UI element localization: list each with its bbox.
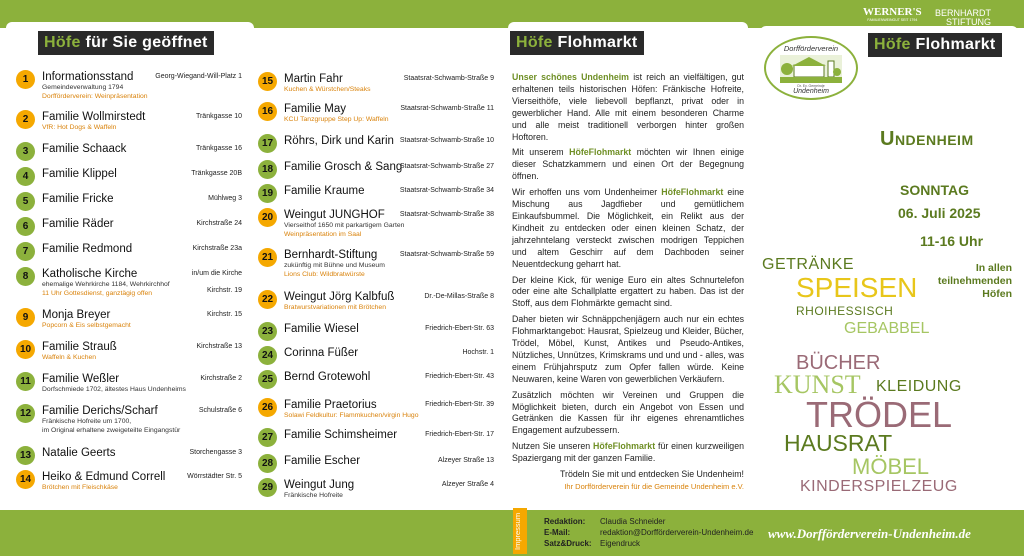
entry-name: Weingut Jörg Kalbfuß: [284, 291, 395, 303]
word-buecher: BÜCHER: [796, 352, 881, 374]
number-badge: 27: [258, 428, 277, 447]
entry-address: Tränkgasse 20B: [191, 170, 242, 177]
paragraph-6: Zusätzlich möchten wir Vereinen und Gruppen die Möglichkeit bieten, durch ein Angebot von Essen und Getränken die Kassen für ihr eigenes ehrenamtliches Engagement aufzubessern.: [512, 389, 744, 436]
entry-subtitle: Popcorn & Eis selbstgemacht: [42, 322, 131, 329]
number-badge: 2: [16, 110, 35, 129]
signature-line-2: Ihr Dorfförderverein für die Gemeinde Undenheim e.V.: [564, 482, 744, 491]
website-link[interactable]: www.Dorfförderverein-Undenheim.de: [768, 526, 971, 541]
entry-name: Familie Schimsheimer: [284, 429, 398, 441]
entry-subtitle: Dorfförderverein: Weinpräsentation: [42, 92, 148, 100]
number-badge: 19: [258, 184, 277, 203]
entry-address: Alzeyer Straße 13: [437, 457, 494, 464]
entry-name: Natalie Geerts: [42, 447, 116, 459]
entry-address: Schulstraße 6: [198, 407, 242, 414]
entry-name: Familie Kraume: [284, 185, 365, 197]
number-badge: 29: [258, 478, 277, 497]
entry-address: Kirchstr. 15: [206, 311, 242, 318]
word-moebel: MÖBEL: [852, 454, 930, 479]
signature-line-1: Trödeln Sie mit und entdecken Sie Undenheim!: [559, 469, 744, 480]
entry-address: Wörrstädter Str. 5: [187, 473, 242, 480]
entry-address: Kirchstraße 23a: [192, 245, 242, 252]
entry-address: Storchengasse 3: [189, 449, 242, 456]
entry-address: Friedrich-Ebert-Str. 17: [425, 431, 494, 438]
entry-subtitle: ehemalige Wehrkirche 1184, Wehrkirchhof: [42, 281, 170, 288]
number-badge: 21: [258, 248, 277, 267]
dorffoerderverein-logo: Dorfförderverein Dr. Ev. Gemeinde Undenheim: [764, 36, 858, 100]
entry-subtitle: Fränkische Hofreite um 1700,: [42, 418, 132, 425]
number-badge: 4: [16, 167, 35, 186]
entry-subtitle: 11 Uhr Gottesdienst, ganztägig offen: [42, 289, 153, 297]
entry-address: Staatsrat-Schwamb-Straße 27: [399, 163, 494, 170]
number-badge: 9: [16, 308, 35, 327]
entry-name: Familie Fricke: [42, 193, 114, 205]
entry-subtitle: Vierseithof 1650 mit parkartigem Garten: [284, 222, 405, 229]
paragraph-4: Der kleine Kick, für wenige Euro ein altes Schnurtelefon oder eine alte Schallplatte ergattert zu haben. Das ist der Stoff, aus dem Flohmärkte gemacht sind.: [512, 274, 744, 309]
entry-name: Familie Redmond: [42, 243, 133, 255]
number-badge: 7: [16, 242, 35, 261]
number-badge: 22: [258, 290, 277, 309]
impressum-label: Impressum: [513, 508, 527, 554]
number-badge: 6: [16, 217, 35, 236]
entry-address: Tränkgasse 10: [195, 113, 242, 120]
word-kleidung: KLEIDUNG: [876, 378, 962, 395]
entry-subtitle: im Original erhaltene zweigeteilte Eingangstür: [42, 426, 181, 434]
entry-subtitle: Bratwurstvariationen mit Brötchen: [284, 304, 386, 311]
impressum-block: Redaktion: Claudia Schneider E-Mail: redaktion@Dorfförderverein-Undenheim.de Satz&Druck: Eigendruck: [544, 517, 754, 548]
entry-subtitle: VfR: Hot Dogs & Waffeln: [42, 124, 117, 131]
left-banner: Höfe für Sie geöffnet: [38, 31, 214, 55]
number-badge: 17: [258, 134, 277, 153]
entry-address: Staatsrat-Schwamb-Straße 59: [399, 251, 494, 258]
entry-name: Familie Klippel: [42, 168, 117, 180]
word-troedel: TRÖDEL: [806, 394, 953, 435]
entry-name: Familie Praetorius: [284, 399, 377, 411]
entry-address: Staatsrat-Schwamb-Straße 11: [400, 105, 494, 112]
entry-name: Familie Weßler: [42, 373, 120, 385]
entry-name: Weingut JUNGHOF: [284, 209, 385, 221]
left-column-list: [16, 66, 246, 506]
entry-subtitle: Kuchen & Würstchen/Steaks: [284, 86, 371, 93]
entry-address: Staatsrat-Schwamb-Straße 9: [403, 75, 494, 82]
number-badge: 11: [16, 372, 35, 391]
number-badge: 14: [16, 470, 35, 489]
entry-name: Katholische Kirche: [42, 268, 138, 280]
number-badge: 23: [258, 322, 277, 341]
number-badge: 28: [258, 454, 277, 473]
entry-address: Hochstr. 1: [462, 349, 494, 356]
paragraph-1: Unser schönes Undenheim ist reich an vielfältigen, gut erhaltenen teils historischen Höfen: Fränkische Hofreite, Vierseithöfe, viele liebevoll bepflanzt, privat oder in gewerblicher Hand. Alle mit einem besonderen Charme und alle meist traditionell verborgen hinter großen Hoftoren.: [512, 72, 744, 142]
entry-name: Bernhardt-Stiftung: [284, 249, 378, 261]
number-badge: 16: [258, 102, 277, 121]
word-kunst: KUNST: [774, 370, 861, 399]
entry-address: in/um die Kirche: [191, 270, 242, 277]
entry-subtitle: Lions Club: Wildbratwürste: [284, 270, 365, 278]
word-getraenke: GETRÄNKE: [762, 256, 855, 273]
entry-address: Staatsrat-Schwamb-Straße 10: [399, 137, 494, 144]
middle-column-list: [258, 66, 498, 506]
entry-name: Familie Grosch & Sang: [284, 161, 403, 173]
number-badge: 12: [16, 404, 35, 423]
entry-address: Friedrich-Ebert-Str. 39: [425, 401, 494, 408]
right-banner: Höfe Flohmarkt: [868, 33, 1002, 57]
entry-name: Familie Derichs/Scharf: [42, 405, 158, 417]
entry-name: Corinna Füßer: [284, 347, 359, 359]
number-badge: 13: [16, 446, 35, 465]
email-link[interactable]: redaktion@Dorfförderverein-Undenheim.de: [600, 528, 754, 537]
entry-address: Mühlweg 3: [208, 195, 242, 202]
number-badge: 25: [258, 370, 277, 389]
entry-address: Kirchstraße 24: [196, 220, 242, 227]
number-badge: 1: [16, 70, 35, 89]
entry-name: Familie May: [284, 103, 346, 115]
number-badge: 18: [258, 160, 277, 179]
entry-name: Röhrs, Dirk und Karin: [284, 135, 394, 147]
entry-subtitle: Weinpräsentation im Saal: [284, 230, 362, 238]
word-speisen: SPEISEN: [796, 272, 918, 303]
entry-address: Kirchstraße 2: [200, 375, 242, 382]
entry-name: Familie Wiesel: [284, 323, 359, 335]
entry-subtitle: Solawi Feldkultur: Flammkuchen/virgin Hugo: [284, 412, 419, 419]
entry-address: Dr.-De-Millas-Straße 8: [424, 293, 494, 300]
number-badge: 8: [16, 267, 35, 286]
entry-address: Friedrich-Ebert-Str. 63: [425, 325, 494, 332]
entry-name: Informationsstand: [42, 71, 134, 83]
entry-address: Friedrich-Ebert-Str. 43: [425, 373, 494, 380]
entry-name: Familie Escher: [284, 455, 361, 467]
entry-name: Familie Räder: [42, 218, 114, 230]
entry-name: Familie Schaack: [42, 143, 127, 155]
entry-subtitle: Waffeln & Kuchen: [42, 354, 97, 361]
entry-name: Bernd Grotewohl: [284, 371, 371, 383]
entry-name: Weingut Jung: [284, 479, 355, 491]
entry-address: Alzeyer Straße 4: [441, 481, 494, 488]
number-badge: 3: [16, 142, 35, 161]
entry-address: Tränkgasse 16: [195, 145, 242, 152]
paragraph-5: Daher bieten wir Schnäppchenjägern auch nur ein echtes Flohmarktangebot: Hausrat, Spielzeug und Kleider, Bücher, Trödel, Möbel, Kunst, Antikes und Pseudo-Antikes, Nützliches, Unnützes, Krimskrams und und und - alles, was einem Frühjahrsputz zum Opfer fallen würde. Keine Neuwaren, keine Waren von gewerblichen Verkäufern.: [512, 314, 744, 384]
entry-subtitle: Fränkische Hofreite: [284, 492, 343, 499]
entry-subtitle: zukünftig mit Bühne und Museum: [284, 262, 385, 269]
entry-address: Kirchstraße 13: [196, 343, 242, 350]
event-time: 11-16 Uhr: [920, 233, 984, 249]
paragraph-7: Nutzen Sie unseren HöfeFlohmarkt für einen kurzweiligen Spaziergang mit der ganzen Familie.: [512, 441, 744, 464]
entry-subtitle: Brötchen mit Fleischkäse: [42, 484, 118, 491]
entry-subtitle: Gemeindeverwaltung 1794: [42, 84, 124, 91]
word-gebabbel: GEBABBEL: [844, 320, 930, 337]
paragraph-3: Wir erhoffen uns vom Undenheimer HöfeFlohmarkt eine Mischung aus Jagdfieber und gemütlichem Einkaufsbummel. Die Möglichkeit, ein Relikt aus der Kindheit zu entdecken oder einen kleinen Schatz, der jahrzehntelang versteckt zwischen modrigen Teppichen und altem Geschirr auf dem Dachboden seiner Neuentdeckung geharrt hat.: [512, 187, 744, 269]
entry-name: Heiko & Edmund Correll: [42, 471, 166, 483]
word-kinderspielzeug: KINDERSPIELZEUG: [800, 478, 958, 495]
event-date: 06. Juli 2025: [898, 205, 981, 221]
event-day: SONNTAG: [900, 182, 969, 198]
event-location: In allen teilnehmenden Höfen: [937, 262, 1012, 300]
intro-text: [512, 72, 744, 497]
village-illustration: [780, 55, 842, 83]
entry-address-2: Kirchstr. 19: [206, 287, 242, 294]
number-badge: 15: [258, 72, 277, 91]
paragraph-2: Mit unserem HöfeFlohmarkt möchten wir Ihnen einige dieser Schatzkammern und einen Ort der Begegnung öffnen.: [512, 147, 745, 182]
number-badge: 20: [258, 208, 277, 227]
sponsor-werners: WERNER'S FAMILIENWEINGUT SEIT 1794: [863, 6, 922, 22]
word-hausrat: HAUSRAT: [784, 430, 893, 456]
entry-name: Martin Fahr: [284, 73, 343, 85]
place-title: Undenheim: [880, 128, 974, 150]
entry-address: Staatsrat-Schwamb-Straße 38: [399, 211, 494, 218]
entry-address: Georg-Wiegand-Will-Platz 1: [155, 73, 242, 80]
middle-banner: Höfe Flohmarkt: [510, 31, 644, 55]
number-badge: 24: [258, 346, 277, 365]
entry-name: Familie Strauß: [42, 341, 117, 353]
number-badge: 5: [16, 192, 35, 211]
sponsor-bernhardt: BERNHARDT STIFTUNG: [935, 8, 992, 27]
number-badge: 10: [16, 340, 35, 359]
entry-subtitle: KCU Tanzgruppe Step Up: Waffeln: [284, 116, 389, 123]
word-rhoihessisch: RHOIHESSISCH: [796, 304, 894, 318]
entry-name: Monja Breyer: [42, 309, 111, 321]
entry-subtitle: Dorfschmiede 1702, ältestes Haus Undenheims: [42, 386, 186, 393]
entry-address: Staatsrat-Schwamb-Straße 34: [399, 187, 494, 194]
entry-name: Familie Wollmirstedt: [42, 111, 146, 123]
number-badge: 26: [258, 398, 277, 417]
